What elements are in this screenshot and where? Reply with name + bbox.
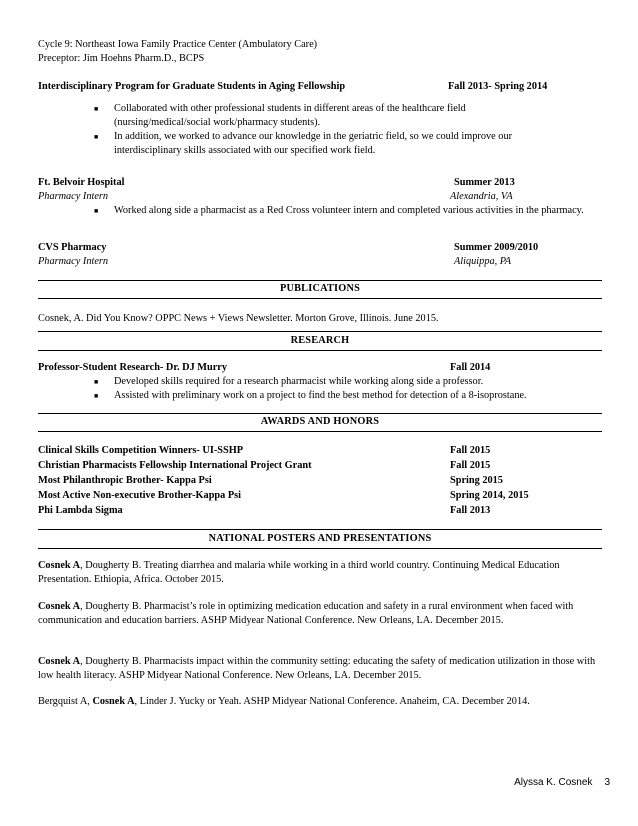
- list-item: ■ In addition, we worked to advance our knowledge in the geriatric field, so we could improve our interdisciplinary skills associated with our specified work field.: [94, 131, 513, 156]
- bullet-icon: ■: [94, 133, 99, 141]
- cycle-block: [38, 38, 598, 66]
- award-item: Most Active Non-executive Brother-Kappa Psi Spring 2014, 2015: [38, 490, 529, 501]
- preceptor-line: Preceptor: Jim Hoehns Pharm.D., BCPS: [38, 53, 205, 64]
- section-divider: [38, 413, 602, 414]
- entry-title: Professor-Student Research- Dr. DJ Murry: [38, 362, 228, 373]
- research-entry: [38, 361, 598, 403]
- cvs-entry: [38, 241, 598, 269]
- bullet-icon: ■: [94, 378, 99, 386]
- entry-location: Aliquippa, PA: [454, 256, 512, 267]
- bullet-icon: ■: [94, 105, 99, 113]
- entry-dates: Fall 2014: [450, 362, 491, 373]
- entry-dates: Fall 2013- Spring 2014: [448, 81, 548, 92]
- entry-role: Pharmacy Intern: [38, 191, 109, 202]
- section-divider: [38, 298, 602, 299]
- entry-location: Alexandria, VA: [450, 191, 513, 202]
- awards-list: [38, 444, 598, 518]
- list-item: ■ Worked along side a pharmacist as a Red Cross volunteer intern and completed various activities in the pharmacy.: [94, 205, 584, 216]
- research-heading: RESEARCH: [290, 335, 350, 346]
- entry-title: Interdisciplinary Program for Graduate Students in Aging Fellowship: [38, 81, 346, 92]
- bullet-list: [38, 102, 598, 158]
- section-divider: [38, 548, 602, 549]
- awards-heading: AWARDS AND HONORS: [260, 416, 380, 427]
- list-item: ■ Collaborated with other professional students in different areas of the healthcare field (nursing/medical/social work/pharmacy students).: [94, 103, 466, 128]
- list-item: ■ Developed skills required for a research pharmacist while working along side a professor.: [94, 376, 484, 387]
- list-item: ■ Assisted with preliminary work on a project to find the best method for detection of a 8-isoprostane.: [94, 390, 527, 401]
- poster-entry: Cosnek A, Dougherty B. Treating diarrhea and malaria while working in a third world country. Continuing Medical Education Presentation. Ethiopia, Africa. October 2015.: [38, 560, 560, 585]
- aging-fellowship-entry: [38, 80, 598, 158]
- bullet-list: [38, 204, 598, 218]
- bullet-list: [38, 375, 598, 403]
- publications-heading: PUBLICATIONS: [279, 283, 361, 294]
- entry-title: CVS Pharmacy: [38, 242, 107, 253]
- bullet-icon: ■: [94, 207, 99, 215]
- award-item: Phi Lambda Sigma Fall 2013: [38, 505, 491, 516]
- page-footer: [480, 776, 610, 790]
- section-divider: [38, 431, 602, 432]
- award-item: Christian Pharmacists Fellowship International Project Grant Fall 2015: [38, 460, 491, 471]
- belvoir-entry: [38, 176, 598, 218]
- entry-title: Ft. Belvoir Hospital: [38, 177, 125, 188]
- footer-name: Alyssa K. Cosnek: [514, 777, 593, 788]
- publication-entry: Cosnek, A. Did You Know? OPPC News + Views Newsletter. Morton Grove, Illinois. June 2015.: [38, 313, 439, 324]
- award-item: Most Philanthropic Brother- Kappa Psi Spring 2015: [38, 475, 503, 486]
- posters-heading: NATIONAL POSTERS AND PRESENTATIONS: [208, 533, 432, 544]
- entry-dates: Summer 2009/2010: [454, 242, 539, 253]
- entry-dates: Summer 2013: [454, 177, 515, 188]
- cycle-line: Cycle 9: Northeast Iowa Family Practice Center (Ambulatory Care): [38, 39, 318, 50]
- section-divider: [38, 331, 602, 332]
- page-number: 3: [604, 777, 610, 788]
- section-divider: [38, 529, 602, 530]
- section-divider: [38, 350, 602, 351]
- poster-entry: Bergquist A, Cosnek A, Linder J. Yucky or Yeah. ASHP Midyear National Conference. Anaheim, CA. December 2014.: [38, 696, 530, 707]
- award-item: Clinical Skills Competition Winners- UI-SSHP Fall 2015: [38, 445, 491, 456]
- bullet-icon: ■: [94, 392, 99, 400]
- entry-role: Pharmacy Intern: [38, 256, 109, 267]
- section-divider: [38, 280, 602, 281]
- poster-entry: Cosnek A, Dougherty B. Pharmacists impact within the community setting: educating the safety of medication utilization in those with low health literacy. ASHP Midyear National Conference. New Orleans, LA. December 2015.: [38, 656, 596, 681]
- poster-entry: Cosnek A, Dougherty B. Pharmacist’s role in optimizing medication education and safety in a rural environment when faced with communication and education barriers. ASHP Midyear National Conference. New Orleans, LA. December 2015.: [38, 601, 574, 626]
